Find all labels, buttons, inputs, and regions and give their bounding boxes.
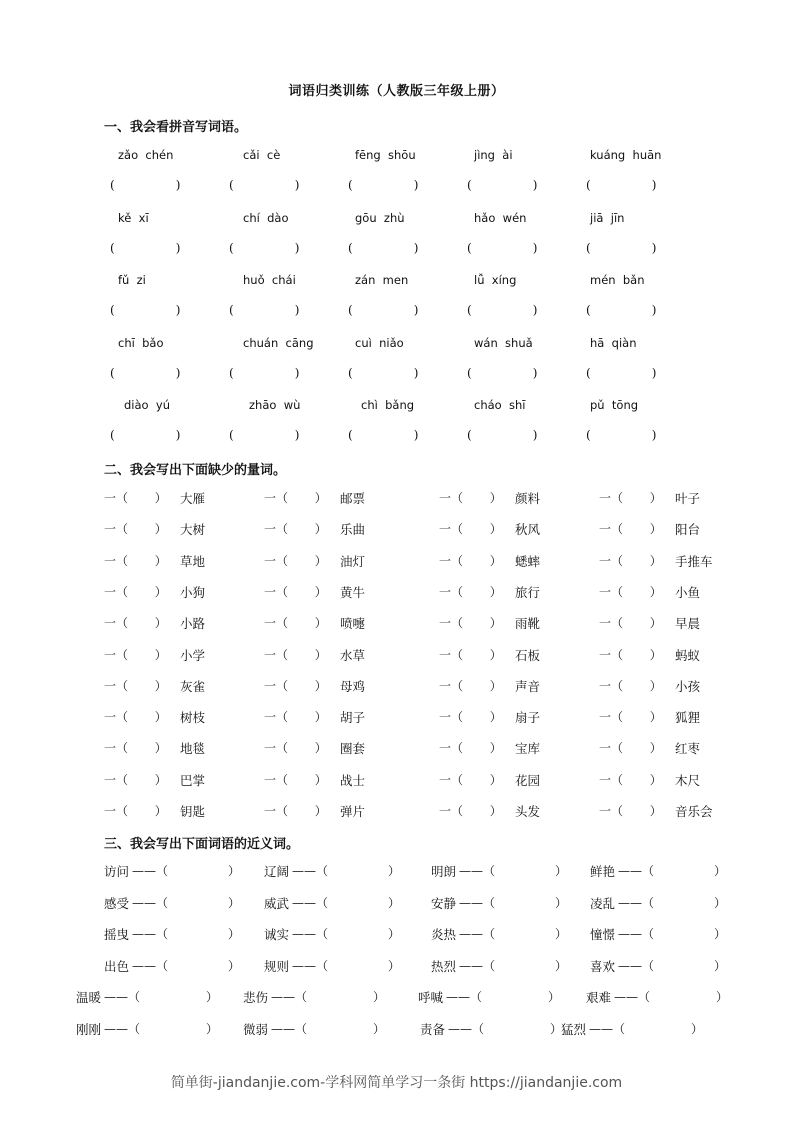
synonym-word: 感受 (104, 895, 130, 911)
measure-word-blank[interactable]: 一（ ） (439, 772, 502, 787)
measure-word-blank[interactable]: 一（ ） (104, 678, 167, 693)
answer-blank[interactable]: ( ) (467, 240, 538, 255)
measure-word-blank[interactable]: 一（ ） (264, 616, 327, 631)
measure-word-blank[interactable]: 一（ ） (104, 553, 167, 568)
pinyin-text: jiā jīn (590, 210, 625, 225)
measure-word-blank[interactable]: 一（ ） (264, 647, 327, 662)
synonym-blank-open[interactable]: ——（ (459, 895, 496, 910)
synonym-blank-close: ） (388, 958, 401, 973)
synonym-blank-close: ） (373, 1021, 386, 1036)
measure-word-blank[interactable]: 一（ ） (599, 522, 662, 537)
noun-text: 花园 (515, 772, 541, 788)
noun-text: 红枣 (675, 741, 701, 757)
noun-text: 秋风 (515, 522, 541, 538)
pinyin-text: huǒ chái (243, 273, 296, 287)
synonym-word: 艰难 (586, 990, 612, 1005)
pinyin-text: jìng ài (474, 148, 513, 162)
synonym-blank-close: ） (714, 927, 727, 941)
noun-text: 黄牛 (340, 584, 366, 600)
synonym-blank-close: ） (228, 895, 241, 910)
synonym-word: 喜欢 (590, 958, 616, 974)
measure-word-blank[interactable]: 一（ ） (104, 741, 167, 756)
synonym-blank-close: ） (388, 927, 401, 941)
noun-text: 圈套 (340, 741, 366, 757)
measure-word-blank[interactable]: 一（ ） (439, 522, 502, 537)
answer-blank[interactable]: ( ) (348, 178, 419, 192)
pinyin-text: chí dào (243, 210, 289, 225)
measure-word-blank[interactable]: 一（ ） (264, 491, 327, 505)
synonym-word: 威武 (264, 895, 290, 911)
synonym-word: 憧憬 (590, 927, 616, 942)
synonym-blank-close: ） (714, 895, 727, 910)
synonym-blank-open[interactable]: ——（ (292, 958, 329, 973)
synonym-blank-open[interactable]: ——（ (271, 990, 308, 1004)
synonym-blank-open[interactable]: ——（ (132, 958, 169, 973)
noun-text: 扇子 (515, 710, 541, 726)
answer-blank[interactable]: ( ) (229, 428, 300, 442)
answer-blank[interactable]: ( ) (467, 428, 538, 442)
section3-heading: 三、我会写出下面词语的近义词。 (104, 837, 300, 852)
noun-text: 弹片 (340, 804, 366, 819)
measure-word-blank[interactable]: 一（ ） (104, 584, 167, 599)
section1-heading: 一、我会看拼音写词语。 (104, 120, 248, 135)
synonym-blank-open[interactable]: ——（ (448, 1021, 485, 1036)
noun-text: 胡子 (340, 710, 366, 726)
answer-blank[interactable]: ( ) (586, 365, 657, 380)
answer-blank[interactable]: ( ) (229, 365, 300, 380)
synonym-blank-open[interactable]: ——（ (618, 895, 655, 910)
noun-text: 音乐会 (675, 804, 713, 819)
noun-text: 巴掌 (180, 772, 206, 788)
pinyin-text: zǎo chén (118, 148, 174, 162)
measure-word-blank[interactable]: 一（ ） (599, 553, 662, 568)
noun-text: 小路 (180, 616, 206, 632)
answer-blank[interactable]: ( ) (348, 365, 419, 380)
pinyin-text: mén bǎn (590, 273, 645, 287)
synonym-word: 悲伤 (243, 990, 269, 1005)
pinyin-text: wán shuǎ (474, 335, 533, 350)
measure-word-blank[interactable]: 一（ ） (439, 741, 502, 756)
measure-word-blank[interactable]: 一（ ） (104, 772, 167, 787)
measure-word-blank[interactable]: 一（ ） (599, 647, 662, 662)
synonym-word: 炎热 (431, 927, 457, 942)
answer-blank[interactable]: ( ) (110, 365, 181, 380)
measure-word-blank[interactable]: 一（ ） (104, 616, 167, 631)
synonym-blank-open[interactable]: ——（ (132, 927, 169, 941)
noun-text: 大雁 (180, 491, 206, 506)
answer-blank[interactable]: ( ) (467, 303, 538, 317)
measure-word-blank[interactable]: 一（ ） (599, 772, 662, 787)
answer-blank[interactable]: ( ) (229, 303, 300, 317)
synonym-blank-open[interactable]: ——（ (271, 1021, 308, 1036)
answer-blank[interactable]: ( ) (110, 428, 181, 442)
synonym-word: 安静 (431, 895, 457, 911)
synonym-blank-open[interactable]: ——（ (292, 864, 329, 878)
measure-word-blank[interactable]: 一（ ） (104, 522, 167, 537)
synonym-word: 辽阔 (264, 864, 290, 879)
pinyin-text: lǚ xíng (474, 273, 517, 287)
measure-word-blank[interactable]: 一（ ） (439, 584, 502, 599)
synonym-blank-open[interactable]: ——（ (618, 864, 655, 878)
synonym-word: 规则 (264, 958, 290, 974)
synonym-word: 访问 (104, 864, 130, 879)
answer-blank[interactable]: ( ) (467, 365, 538, 380)
noun-text: 水草 (340, 647, 366, 663)
measure-word-blank[interactable]: 一（ ） (439, 710, 502, 725)
synonym-blank-close: ） (555, 895, 568, 910)
synonym-word: 出色 (104, 958, 130, 974)
synonym-word: 呼喊 (418, 990, 444, 1005)
pinyin-text: kě xī (118, 210, 149, 225)
answer-blank[interactable]: ( ) (348, 428, 419, 442)
measure-word-blank[interactable]: 一（ ） (104, 647, 167, 662)
synonym-blank-close: ） (228, 864, 241, 878)
synonym-blank-open[interactable]: ——（ (104, 990, 141, 1004)
noun-text: 狐狸 (675, 710, 701, 726)
noun-text: 小狗 (180, 584, 206, 600)
noun-text: 早晨 (675, 616, 701, 632)
noun-text: 小孩 (675, 678, 701, 694)
synonym-blank-open[interactable]: ——（ (459, 927, 496, 941)
synonym-blank-open[interactable]: ——（ (292, 895, 329, 910)
synonym-word: 刚刚 (76, 1021, 102, 1037)
measure-word-blank[interactable]: 一（ ） (599, 491, 662, 505)
measure-word-blank[interactable]: 一（ ） (264, 553, 327, 568)
synonym-blank-close: ） (206, 1021, 219, 1036)
pinyin-text: cháo shī (474, 398, 526, 412)
noun-text: 雨靴 (515, 616, 541, 632)
synonym-blank-open[interactable]: ——（ (132, 895, 169, 910)
synonym-blank-close: ） (228, 927, 241, 941)
noun-text: 乐曲 (340, 522, 366, 538)
measure-word-blank[interactable]: 一（ ） (599, 741, 662, 756)
measure-word-blank[interactable]: 一（ ） (599, 710, 662, 725)
noun-text: 颜料 (515, 491, 541, 506)
answer-blank[interactable]: ( ) (229, 178, 300, 192)
answer-blank[interactable]: ( ) (229, 240, 300, 255)
measure-word-blank[interactable]: 一（ ） (439, 804, 502, 818)
synonym-word: 温暖 (76, 990, 102, 1005)
synonym-word: 猛烈 (561, 1021, 587, 1037)
measure-word-blank[interactable]: 一（ ） (599, 584, 662, 599)
noun-text: 旅行 (515, 584, 541, 600)
noun-text: 喷嚏 (340, 616, 366, 632)
synonym-blank-open[interactable]: ——（ (618, 927, 655, 941)
answer-blank[interactable]: ( ) (467, 178, 538, 192)
synonym-blank-open[interactable]: ——（ (459, 864, 496, 878)
pinyin-text: pǔ tōng (590, 398, 639, 412)
synonym-blank-open[interactable]: ——（ (614, 990, 651, 1004)
measure-word-blank[interactable]: 一（ ） (439, 678, 502, 693)
synonym-blank-open[interactable]: ——（ (589, 1021, 626, 1036)
synonym-blank-close: ） (548, 990, 561, 1004)
pinyin-text: gōu zhù (355, 210, 405, 225)
measure-word-blank[interactable]: 一（ ） (599, 804, 662, 818)
noun-text: 大树 (180, 522, 206, 538)
answer-blank[interactable]: ( ) (110, 303, 181, 317)
synonym-blank-open[interactable]: ——（ (132, 864, 169, 878)
pinyin-text: fǔ zi (118, 273, 146, 287)
measure-word-blank[interactable]: 一（ ） (439, 647, 502, 662)
answer-blank[interactable]: ( ) (110, 240, 181, 255)
noun-text: 钥匙 (180, 804, 206, 819)
measure-word-blank[interactable]: 一（ ） (104, 710, 167, 725)
page-title: 词语归类训练（人教版三年级上册） (288, 84, 505, 99)
synonym-blank-close: ） (206, 990, 219, 1004)
synonym-word: 热烈 (431, 958, 457, 974)
pinyin-text: zhāo wù (249, 398, 301, 412)
noun-text: 木尺 (675, 772, 701, 788)
synonym-blank-open[interactable]: ——（ (104, 1021, 141, 1036)
measure-word-blank[interactable]: 一（ ） (104, 491, 167, 505)
pinyin-text: hǎo wén (474, 210, 527, 225)
answer-blank[interactable]: ( ) (586, 240, 657, 255)
noun-text: 油灯 (340, 553, 366, 569)
synonym-blank-open[interactable]: ——（ (618, 958, 655, 973)
noun-text: 草地 (180, 553, 206, 569)
pinyin-text: zán men (355, 273, 409, 287)
synonym-blank-close: ） (691, 1021, 704, 1036)
synonym-word: 摇曳 (104, 927, 130, 942)
answer-blank[interactable]: ( ) (110, 178, 181, 192)
pinyin-text: diào yú (124, 398, 170, 412)
synonym-blank-close: ） (228, 958, 241, 973)
synonym-blank-close: ） (388, 864, 401, 878)
noun-text: 石板 (515, 647, 541, 663)
measure-word-blank[interactable]: 一（ ） (264, 804, 327, 818)
synonym-blank-close: ） (555, 864, 568, 878)
footer-watermark: 简单街-jiandanjie.com-学科网简单学习一条街 https://jiandanjie.com (170, 1075, 623, 1091)
pinyin-text: chī bǎo (118, 335, 164, 350)
pinyin-text: chì bǎng (361, 398, 415, 412)
synonym-blank-close: ） (388, 895, 401, 910)
synonym-blank-close: ） (555, 958, 568, 973)
measure-word-blank[interactable]: 一（ ） (599, 678, 662, 693)
synonym-blank-close: ） (373, 990, 386, 1004)
synonym-blank-close: ） (555, 927, 568, 941)
pinyin-text: cuì niǎo (355, 335, 404, 350)
noun-text: 小学 (180, 647, 206, 663)
synonym-blank-close: ） (714, 958, 727, 973)
noun-text: 蟋蟀 (515, 553, 541, 569)
synonym-blank-close: ） (550, 1021, 563, 1036)
pinyin-text: chuán cāng (243, 335, 314, 350)
synonym-word: 责备 (420, 1021, 446, 1037)
noun-text: 灰雀 (180, 678, 206, 694)
measure-word-blank[interactable]: 一（ ） (264, 678, 327, 693)
noun-text: 头发 (515, 804, 541, 819)
synonym-word: 鲜艳 (590, 864, 616, 879)
synonym-word: 微弱 (243, 1021, 269, 1037)
pinyin-text: hā qiàn (590, 335, 637, 350)
measure-word-blank[interactable]: 一（ ） (104, 804, 167, 818)
noun-text: 阳台 (675, 522, 701, 538)
pinyin-text: kuáng huān (590, 148, 662, 162)
noun-text: 树枝 (180, 710, 206, 726)
answer-blank[interactable]: ( ) (586, 178, 657, 192)
synonym-word: 诚实 (264, 927, 290, 942)
noun-text: 宝库 (515, 741, 541, 757)
measure-word-blank[interactable]: 一（ ） (264, 741, 327, 756)
noun-text: 蚂蚁 (675, 647, 701, 663)
synonym-word: 明朗 (431, 864, 457, 879)
synonym-word: 凌乱 (590, 895, 616, 911)
synonym-blank-close: ） (714, 864, 727, 878)
measure-word-blank[interactable]: 一（ ） (264, 522, 327, 537)
answer-blank[interactable]: ( ) (586, 303, 657, 317)
measure-word-blank[interactable]: 一（ ） (439, 616, 502, 631)
synonym-blank-open[interactable]: ——（ (446, 990, 483, 1004)
synonym-blank-open[interactable]: ——（ (292, 927, 329, 941)
pinyin-text: fēng shōu (355, 148, 416, 162)
pinyin-text: cǎi cè (243, 148, 281, 162)
measure-word-blank[interactable]: 一（ ） (439, 553, 502, 568)
answer-blank[interactable]: ( ) (348, 240, 419, 255)
measure-word-blank[interactable]: 一（ ） (599, 616, 662, 631)
noun-text: 战士 (340, 772, 366, 788)
noun-text: 邮票 (340, 491, 366, 506)
measure-word-blank[interactable]: 一（ ） (264, 584, 327, 599)
synonym-blank-open[interactable]: ——（ (459, 958, 496, 973)
noun-text: 声音 (515, 678, 541, 694)
answer-blank[interactable]: ( ) (348, 303, 419, 317)
measure-word-blank[interactable]: 一（ ） (439, 491, 502, 505)
measure-word-blank[interactable]: 一（ ） (264, 710, 327, 725)
answer-blank[interactable]: ( ) (586, 428, 657, 442)
noun-text: 手推车 (675, 553, 713, 569)
section2-heading: 二、我会写出下面缺少的量词。 (104, 463, 287, 478)
noun-text: 小鱼 (675, 584, 701, 600)
noun-text: 叶子 (675, 491, 701, 506)
measure-word-blank[interactable]: 一（ ） (264, 772, 327, 787)
synonym-blank-close: ） (716, 990, 729, 1004)
noun-text: 母鸡 (340, 678, 366, 694)
noun-text: 地毯 (180, 741, 206, 757)
